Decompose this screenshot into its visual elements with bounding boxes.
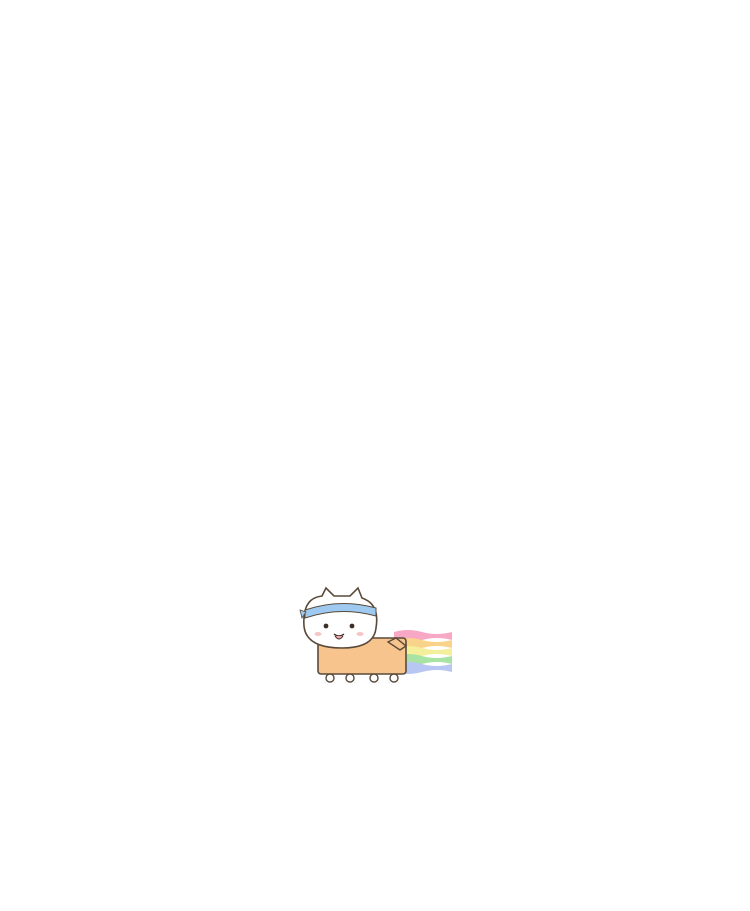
sticker-container bbox=[0, 586, 750, 686]
post-text-block bbox=[0, 0, 750, 5]
blog-post-body bbox=[0, 0, 750, 5]
rainbow-box-cat-sticker-icon bbox=[296, 586, 458, 686]
